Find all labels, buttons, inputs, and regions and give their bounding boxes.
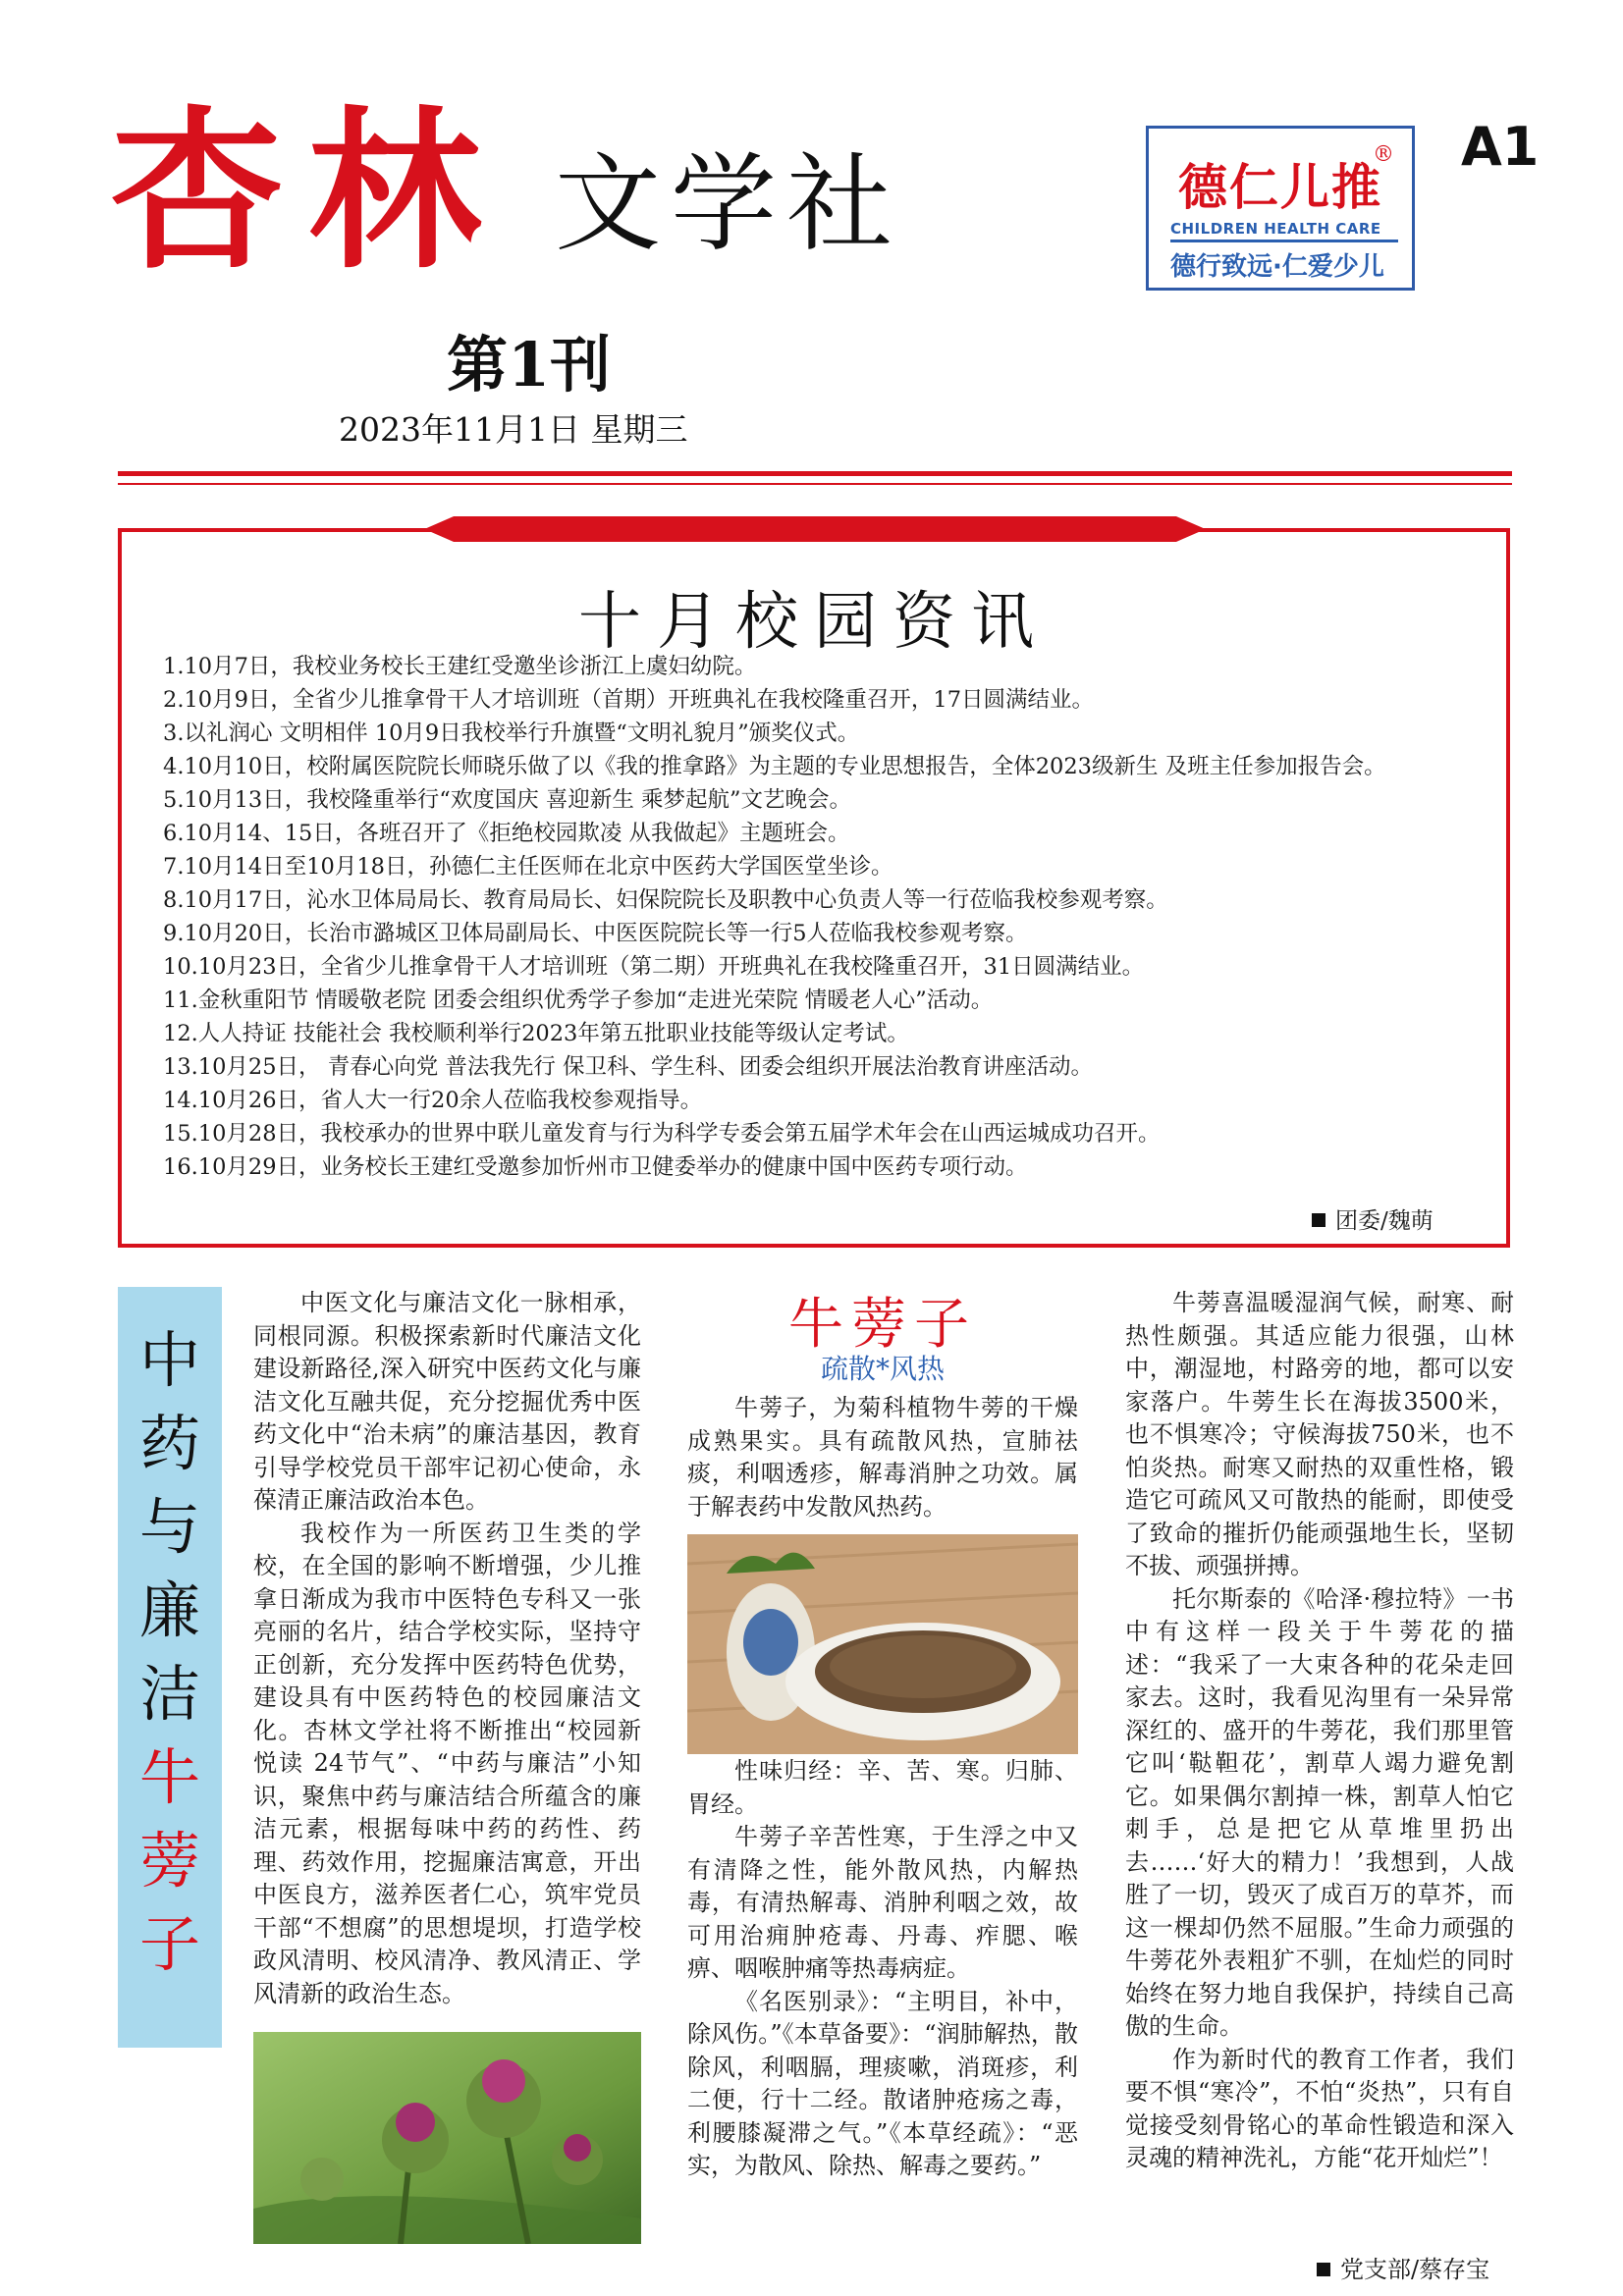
article-body <box>687 1755 1078 2183</box>
seed-plate-illustration <box>687 1534 1078 1754</box>
registered-mark: ® <box>1373 142 1394 167</box>
news-item: 12.人人持证 技能社会 我校顺利举行2023年第五批职业技能等级认定考试。 <box>163 1021 909 1046</box>
paragraph: 我校作为一所医药卫生类的学校，在全国的影响不断增强，少儿推拿日渐成为我市中医特色专科又一张亮丽的名片，结合学校实际，坚持守正创新，充分发挥中医药特色优势，建设具有中医药特色的校园廉洁文化。杏林文学社将不断推出“校园新悦读 24节气”、“中药与廉洁”小知识，聚焦中药与廉洁结合所蕴含的廉洁元素，根据每味中药的药性、药理、药效作用，挖掘廉洁寓意，开出中医良方，滋养医者仁心，筑牢党员干部“不想腐”的思想堤坝，打造学校政风清明、校风清净、教风清正、学风清新的政治生态。 <box>253 1519 641 2007</box>
square-bullet-icon <box>1317 2263 1330 2276</box>
banner-char: 廉 <box>138 1575 200 1646</box>
logo-name-en: CHILDREN HEALTH CARE <box>1170 220 1398 242</box>
banner-char-red: 子 <box>138 1908 200 1980</box>
news-item: 9.10月20日，长治市潞城区卫体局副局长、中医医院院长等一行5人莅临我校参观考察。 <box>163 921 1028 946</box>
news-item: 16.10月29日，业务校长王建红受邀参加忻州市卫健委举办的健康中国中医药专项行动。 <box>163 1154 1028 1180</box>
banner-char: 中 <box>138 1324 200 1396</box>
issue-number: 第1刊 <box>447 329 612 400</box>
news-item: 13.10月25日， 青春心向党 普法我先行 保卫科、学生科、团委会组织开展法治教育讲座活动。 <box>163 1054 1094 1080</box>
issue-date: 2023年11月1日 星期三 <box>339 410 688 449</box>
news-item: 11.金秋重阳节 情暖敬老院 团委会组织优秀学子参加“走进光荣院 情暖老人心”活动。 <box>163 988 994 1013</box>
banner-char-red: 蒡 <box>138 1825 200 1896</box>
burdock-flower-photo <box>253 2032 641 2244</box>
paragraph: 作为新时代的教育工作者，我们要不惧“寒冷”，不怕“炎热”，只有自觉接受刻骨铭心的革命性锻造和深入灵魂的精神洗礼，方能“花开灿烂”！ <box>1125 2045 1514 2171</box>
article-intro <box>687 1392 1078 1523</box>
column-essay <box>1125 1287 1514 2175</box>
logo-name-cn: 德仁儿推 <box>1178 159 1382 216</box>
banner-char-red: 牛 <box>138 1741 200 1813</box>
burdock-flower-illustration <box>253 2032 641 2244</box>
vertical-banner <box>118 1287 222 2048</box>
news-item: 5.10月13日，我校隆重举行“欢度国庆 喜迎新生 乘梦起航”文艺晚会。 <box>163 787 852 813</box>
essay-credit-text: 党支部/蔡存宝 <box>1340 2256 1490 2283</box>
news-item: 14.10月26日，省人大一行20余人莅临我校参观指导。 <box>163 1088 703 1113</box>
column-intro <box>253 1287 641 2010</box>
paragraph: 《名医别录》：“主明目，补中，除风伤。”《本草备要》：“润肺解热，散除风，利咽膈，理痰嗽，消斑疹，利二便，行十二经。散诸肿疮疡之毒，利腰膝凝滞之气。”《本草经疏》：“恶实，为散风、除热、解毒之要药。” <box>687 1987 1078 2179</box>
article-subtitle: 疏散*风热 <box>820 1353 945 1385</box>
news-item: 8.10月17日，沁水卫体局局长、教育局局长、妇保院院长及职教中心负责人等一行莅临我校参观考察。 <box>163 887 1168 913</box>
banner-char: 与 <box>138 1491 200 1563</box>
paragraph: 托尔斯泰的《哈泽·穆拉特》一书中有这样一段关于牛蒡花的描述：“我采了一大束各种的花朵走回家去。这时，我看见沟里有一朵异常深红的、盛开的牛蒡花，我们那里管它叫‘鞑靼花’，割草人竭力避免割它。如果偶尔割掉一株，割草人怕它刺手，总是把它从草堆里扔出去……‘好大的精力！’我想到，人战胜了一切，毁灭了成百万的草芥，而这一棵却仍然不屈服。”生命力顽强的牛蒡花外表粗犷不驯，在灿烂的同时始终在努力地自我保护，持续自己高傲的生命。 <box>1125 1584 1514 2040</box>
essay-credit <box>1317 2250 1489 2284</box>
paragraph: 牛蒡喜温暖湿润气候，耐寒、耐热性颇强。其适应能力很强，山林中，潮湿地，村路旁的地，都可以安家落户。牛蒡生长在海拔3500米，也不惧寒冷；守候海拔750米，也不怕炎热。耐寒又耐热的双重性格，锻造它可疏风又可散热的能耐，即使受了致命的摧折仍能顽强地生长，坚韧不拔、顽强拼搏。 <box>1125 1289 1514 1579</box>
news-credit-text: 团委/魏萌 <box>1335 1208 1434 1234</box>
news-box <box>118 528 1510 1248</box>
news-item: 7.10月14日至10月18日，孙德仁主任医师在北京中医药大学国医堂坐诊。 <box>163 854 893 880</box>
news-item: 4.10月10日，校附属医院院长师晓乐做了以《我的推拿路》为主题的专业思想报告，全体2023级新生 及班主任参加报告会。 <box>163 754 1386 779</box>
news-item: 3.以礼润心 文明相伴 10月9日我校举行升旗暨“文明礼貌月”颁奖仪式。 <box>163 721 860 746</box>
sponsor-logo <box>1146 126 1415 291</box>
banner-char: 药 <box>138 1408 200 1479</box>
ribbon-decoration <box>122 514 1506 544</box>
paragraph: 牛蒡子，为菊科植物牛蒡的干燥成熟果实。具有疏散风热，宣肺祛痰，利咽透疹，解毒消肿之功效。属于解表药中发散风热药。 <box>687 1394 1078 1521</box>
paragraph: 中医文化与廉洁文化一脉相承，同根同源。积极探索新时代廉洁文化建设新路径,深入研究中医药文化与廉洁文化互融共促，充分挖掘优秀中医药文化中“治未病”的廉洁基因，教育引导学校党员干部牢记初心使命，永葆清正廉洁政治本色。 <box>253 1289 641 1514</box>
masthead-divider-thin <box>118 483 1512 485</box>
masthead-title-black: 文学社 <box>555 143 903 266</box>
news-title: 十月校园资讯 <box>578 586 1050 659</box>
page-number: A1 <box>1461 116 1540 178</box>
paragraph: 性味归经：辛、苦、寒。归肺、胃经。 <box>687 1757 1078 1818</box>
news-item: 1.10月7日，我校业务校长王建红受邀坐诊浙江上虞妇幼院。 <box>163 654 757 679</box>
masthead-title-red: 杏林 <box>110 91 508 293</box>
news-item: 6.10月14、15日，各班召开了《拒绝校园欺凌 从我做起》主题班会。 <box>163 821 850 846</box>
article-title: 牛蒡子 <box>788 1293 977 1357</box>
banner-char: 洁 <box>138 1658 200 1730</box>
news-list <box>163 650 1488 1184</box>
masthead-divider-thick <box>118 471 1512 476</box>
news-item: 10.10月23日，全省少儿推拿骨干人才培训班（第二期）开班典礼在我校隆重召开，31日圆满结业。 <box>163 954 1145 980</box>
news-item: 15.10月28日，我校承办的世界中联儿童发育与行为科学专委会第五届学术年会在山西运城成功召开。 <box>163 1121 1161 1147</box>
news-item: 2.10月9日，全省少儿推拿骨干人才培训班（首期）开班典礼在我校隆重召开，17日圆满结业。 <box>163 687 1095 713</box>
burdock-seeds-photo <box>687 1534 1078 1754</box>
logo-slogan: 德行致远·仁爱少儿 <box>1170 252 1384 282</box>
news-credit <box>1312 1202 1434 1235</box>
square-bullet-icon <box>1312 1213 1325 1227</box>
paragraph: 牛蒡子辛苦性寒，于生浮之中又有清降之性，能外散风热，内解热毒，有清热解毒、消肿利咽之效，故可用治痈肿疮毒、丹毒、痄腮、喉痹、咽喉肿痛等热毒病症。 <box>687 1823 1078 1982</box>
